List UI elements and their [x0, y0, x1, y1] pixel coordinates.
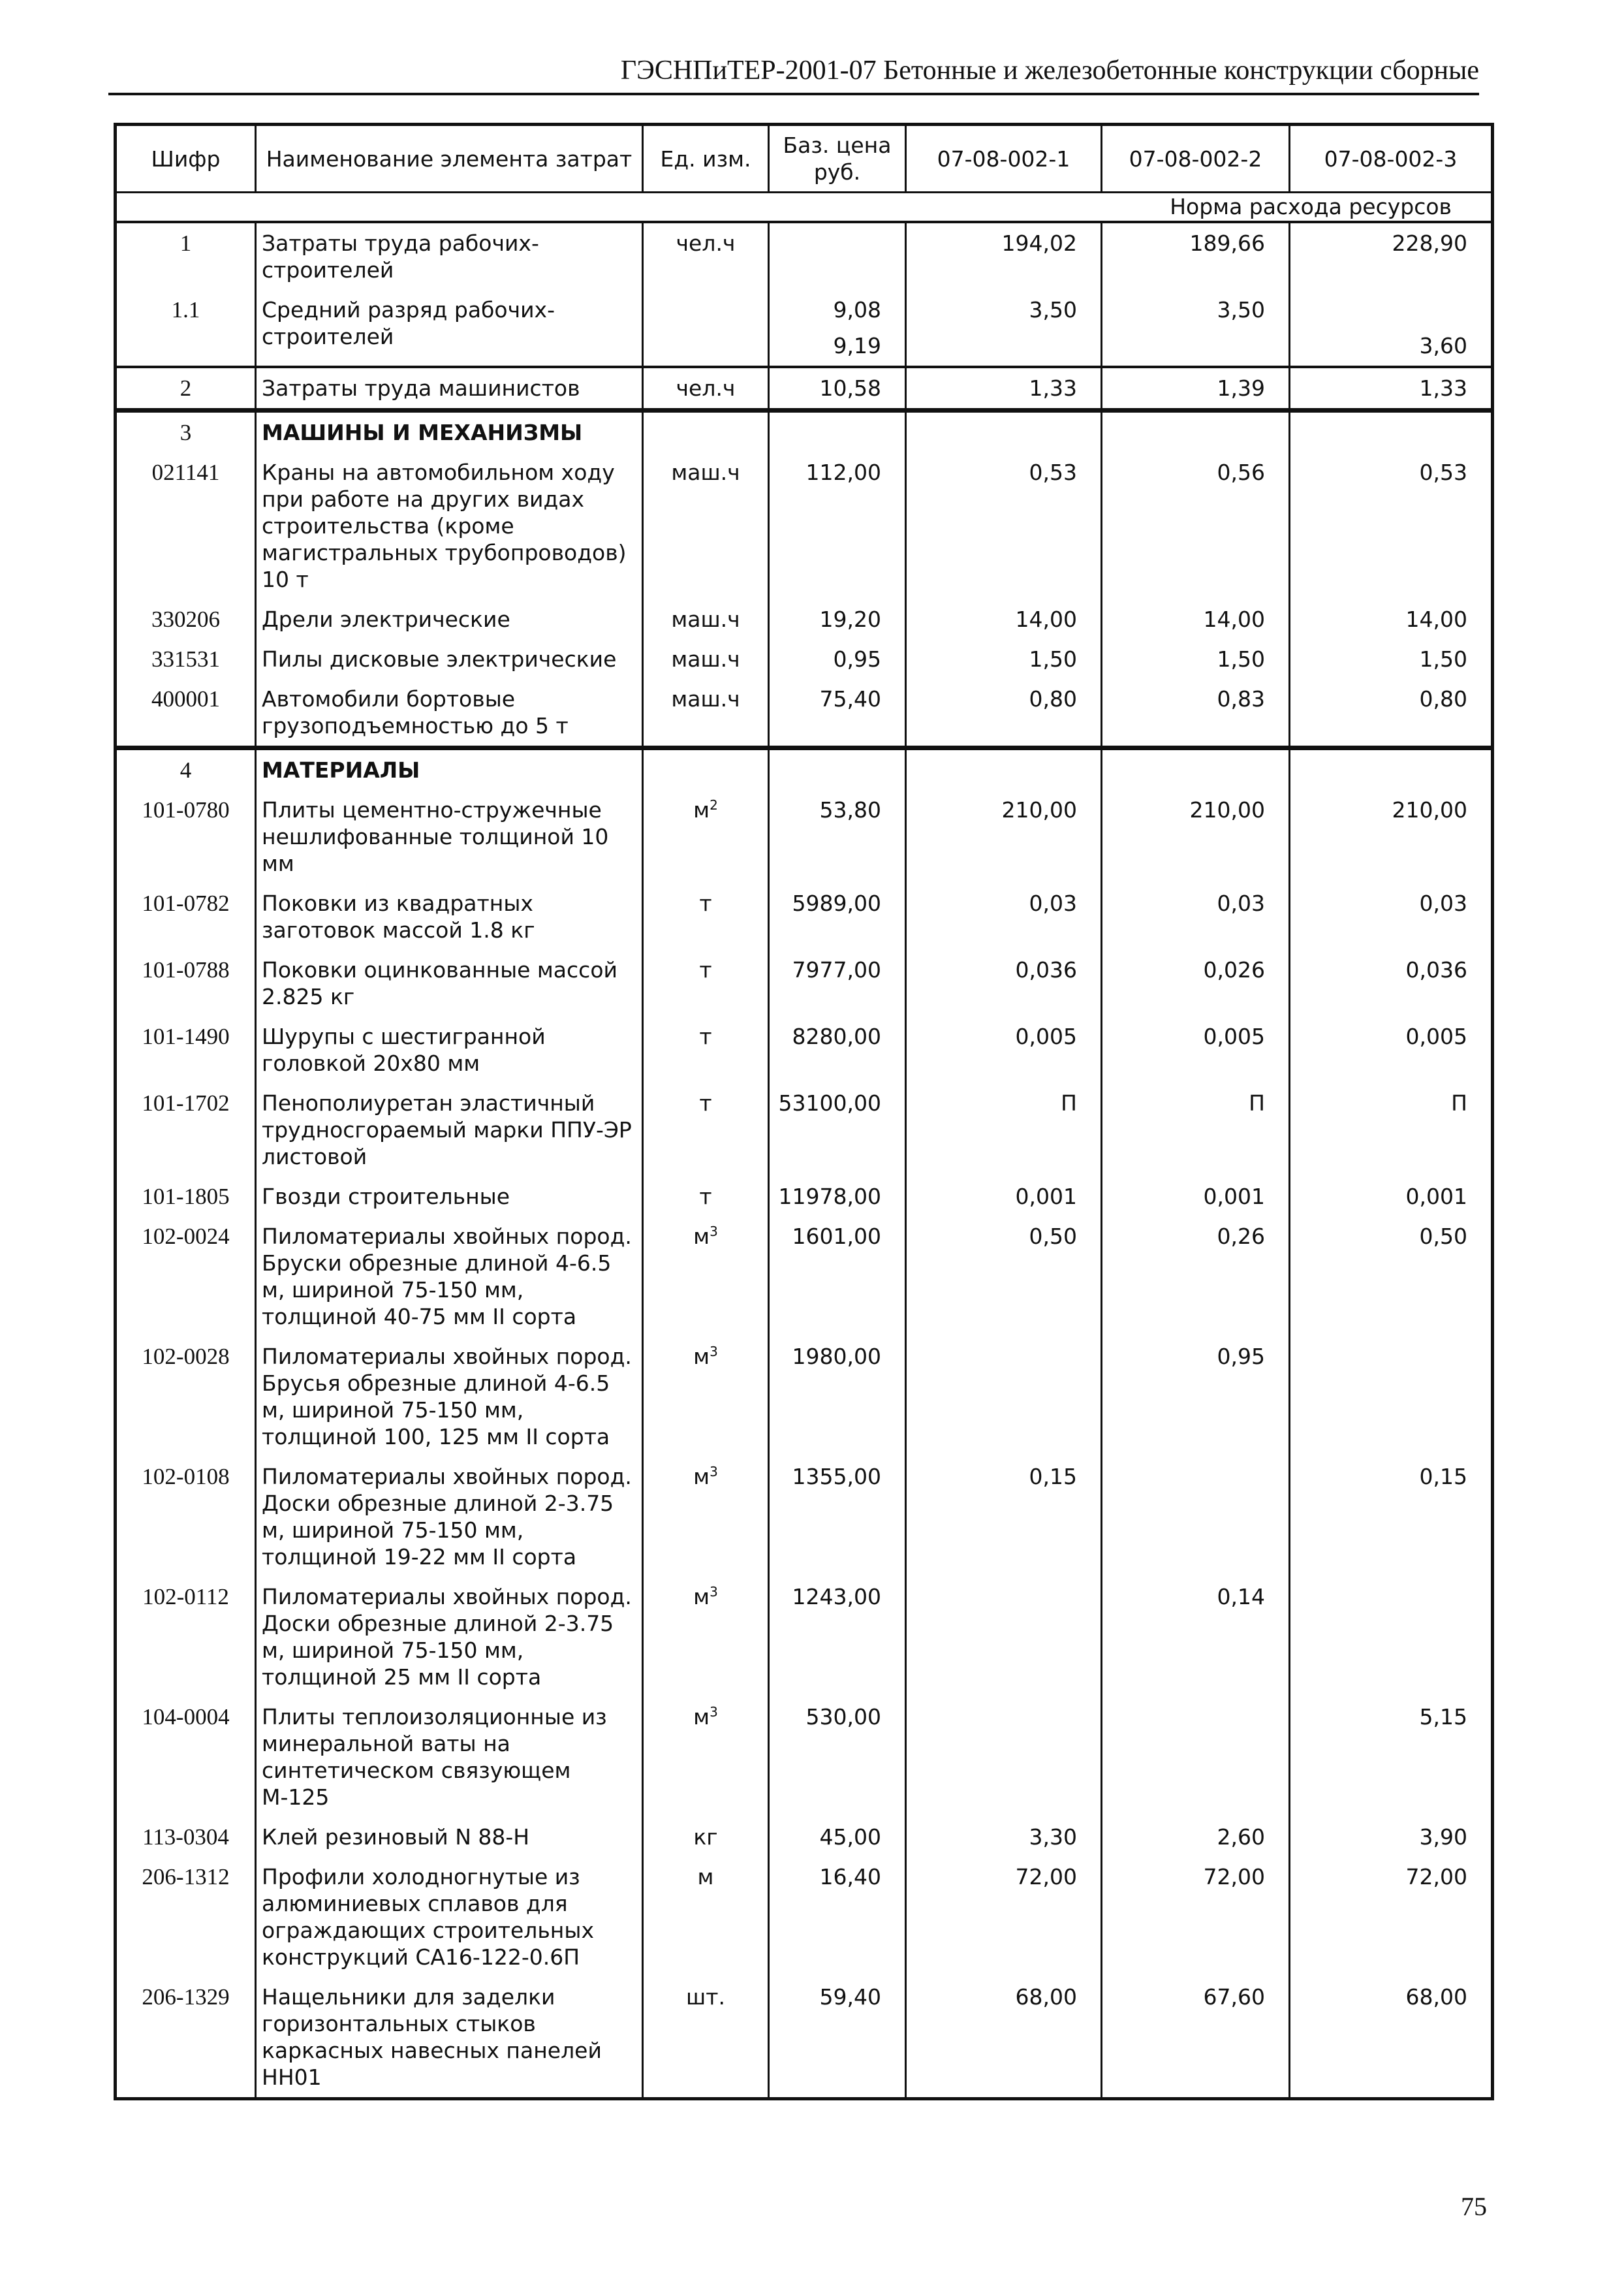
row-price: 0,95	[769, 639, 906, 679]
row-price	[769, 411, 906, 453]
row-name: Пиломатериалы хвойных пород. Брусья обрезные длиной 4-6.5 м, шириной 75-150 мм, толщиной 100, 125 мм II сорта	[256, 1336, 643, 1457]
row-code: 113-0304	[142, 1824, 229, 1850]
row-price: 19,20	[769, 599, 906, 639]
row-variant-3-value: 3,60	[1419, 333, 1467, 358]
row-unit-exponent: 2	[710, 797, 718, 813]
row-unit-exponent: 3	[710, 1584, 718, 1600]
row-variant-3	[1290, 411, 1493, 453]
row-variant-1	[906, 748, 1102, 791]
row-variant-3: 1,33	[1290, 367, 1493, 411]
row-unit-value: м	[693, 1704, 710, 1730]
row-price: 53,80	[769, 790, 906, 883]
table-row	[116, 1857, 1493, 1977]
row-variant-2	[1102, 1457, 1290, 1577]
table-row	[116, 883, 1493, 950]
row-unit: чел.ч	[643, 222, 769, 290]
row-variant-1: 0,15	[906, 1457, 1102, 1577]
row-price-value: 9,08	[833, 297, 881, 323]
row-variant-2: 2,60	[1102, 1817, 1290, 1857]
row-variant-1	[906, 1336, 1102, 1457]
row-price: 59,40	[769, 1977, 906, 2099]
row-name: Клей резиновый N 88-Н	[256, 1817, 643, 1857]
row-unit	[643, 1216, 769, 1336]
norm-label-row	[116, 193, 1493, 223]
column-header-name: Наименование элемента затрат	[256, 125, 643, 193]
row-price: 112,00	[769, 452, 906, 599]
table-row	[116, 1977, 1493, 2099]
row-variant-3: 3,90	[1419, 1824, 1467, 1850]
row-price: 1601,00	[769, 1216, 906, 1336]
row-unit	[643, 1577, 769, 1697]
table-row	[116, 950, 1493, 1017]
row-variant-1: 14,00	[906, 599, 1102, 639]
row-variant-2	[1102, 411, 1290, 453]
row-variant-2: 0,005	[1102, 1017, 1290, 1083]
row-variant-3: 0,53	[1419, 460, 1467, 485]
row-unit-exponent: 3	[710, 1464, 718, 1479]
table-row	[116, 1336, 1493, 1457]
row-name: Краны на автомобильном ходу при работе на других видах строительства (кроме магистральных трубопроводов) 10 т	[256, 452, 643, 599]
row-name: Пилы дисковые электрические	[256, 639, 643, 679]
row-code: 101-0788	[142, 957, 230, 983]
row-price: 5989,00	[769, 883, 906, 950]
row-variant-3	[1290, 290, 1493, 367]
row-price: 1243,00	[769, 1577, 906, 1697]
row-price: 530,00	[769, 1697, 906, 1817]
row-code: 1.1	[171, 297, 200, 323]
row-variant-3: 228,90	[1290, 222, 1493, 290]
row-variant-1: П	[906, 1083, 1102, 1177]
running-header: ГЭСНПиТЕР-2001-07 Бетонные и железобетонные конструкции сборные	[108, 55, 1479, 95]
table-row	[116, 1577, 1493, 1697]
row-name: Пиломатериалы хвойных пород. Доски обрезные длиной 2-3.75 м, шириной 75-150 мм, толщиной 25 мм II сорта	[256, 1577, 643, 1697]
row-name: Дрели электрические	[256, 599, 643, 639]
row-variant-2: 210,00	[1102, 790, 1290, 883]
row-unit	[643, 1457, 769, 1577]
row-variant-1: 68,00	[906, 1977, 1102, 2099]
row-name: Профили холодногнутые из алюминиевых сплавов для ограждающих строительных конструкций СА16-122-0.6П	[256, 1857, 643, 1977]
row-unit	[643, 411, 769, 453]
table-row	[116, 452, 1493, 599]
row-price: 10,58	[769, 367, 906, 411]
column-header-variant-3: 07-08-002-3	[1290, 125, 1493, 193]
row-unit: маш.ч	[643, 679, 769, 748]
row-variant-1	[906, 411, 1102, 453]
row-code: 021141	[151, 460, 220, 485]
row-unit-value: м	[693, 1584, 710, 1609]
row-price	[769, 290, 906, 367]
row-variant-2: 189,66	[1102, 222, 1290, 290]
row-variant-1: 0,005	[906, 1017, 1102, 1083]
row-variant-1: 194,02	[906, 222, 1102, 290]
row-code: 102-0112	[142, 1584, 229, 1609]
row-variant-1: 0,036	[906, 950, 1102, 1017]
table-row	[116, 411, 1493, 453]
row-code: 101-1805	[142, 1184, 230, 1209]
row-name: Пенополиуретан эластичный трудносгораемый марки ППУ-ЭР листовой	[256, 1083, 643, 1177]
row-variant-2: 3,50	[1102, 290, 1290, 367]
row-variant-3: 210,00	[1392, 797, 1467, 823]
page-number: 75	[1461, 2192, 1487, 2221]
row-code: 4	[116, 748, 256, 791]
row-variant-1: 0,80	[906, 679, 1102, 748]
row-price	[769, 222, 906, 290]
row-unit-value: м	[693, 797, 710, 823]
row-unit: т	[643, 1017, 769, 1083]
row-variant-3: 14,00	[1405, 607, 1467, 632]
row-variant-2	[1102, 748, 1290, 791]
row-variant-3: 72,00	[1405, 1864, 1467, 1890]
table-row	[116, 1697, 1493, 1817]
row-code: 400001	[151, 686, 220, 712]
resource-norms-table	[114, 123, 1494, 2100]
table-row	[116, 367, 1493, 411]
row-variant-2: 0,026	[1102, 950, 1290, 1017]
row-variant-3: 0,005	[1405, 1024, 1467, 1049]
row-variant-2: 0,001	[1102, 1177, 1290, 1216]
row-variant-2: П	[1102, 1083, 1290, 1177]
row-code: 330206	[151, 607, 220, 632]
row-variant-2: 0,14	[1102, 1577, 1290, 1697]
row-code: 2	[116, 367, 256, 411]
row-price: 53100,00	[769, 1083, 906, 1177]
row-unit-exponent: 3	[710, 1704, 718, 1720]
row-variant-1: 0,001	[906, 1177, 1102, 1216]
row-variant-1: 1,50	[906, 639, 1102, 679]
table-row	[116, 639, 1493, 679]
row-price: 7977,00	[769, 950, 906, 1017]
row-variant-3	[1290, 748, 1493, 791]
row-variant-2	[1102, 1697, 1290, 1817]
row-price-value-2: 9,19	[833, 333, 881, 358]
row-name: МАШИНЫ И МЕХАНИЗМЫ	[256, 411, 643, 453]
row-code: 101-0780	[142, 797, 230, 823]
row-unit-exponent: 3	[710, 1224, 718, 1239]
row-variant-3: 0,036	[1405, 957, 1467, 983]
row-unit-value: м	[693, 1344, 710, 1369]
row-name: Шурупы с шестигранной головкой 20х80 мм	[256, 1017, 643, 1083]
table-row	[116, 290, 1493, 367]
row-variant-3	[1290, 1336, 1493, 1457]
row-name: Затраты труда рабочих-строителей	[256, 222, 643, 290]
row-variant-1: 210,00	[906, 790, 1102, 883]
row-code: 3	[116, 411, 256, 453]
row-code: 206-1312	[142, 1864, 230, 1890]
row-name: Нащельники для заделки горизонтальных стыков каркасных навесных панелей НН01	[256, 1977, 643, 2099]
row-code: 101-1490	[142, 1024, 230, 1049]
row-code: 101-0782	[142, 891, 230, 916]
row-variant-1: 1,33	[906, 367, 1102, 411]
row-unit: маш.ч	[643, 639, 769, 679]
table-row	[116, 222, 1493, 290]
table-row	[116, 679, 1493, 748]
row-price: 1980,00	[769, 1336, 906, 1457]
column-header-price: Баз. цена руб.	[769, 125, 906, 193]
row-name: Пиломатериалы хвойных пород. Бруски обрезные длиной 4-6.5 м, шириной 75-150 мм, толщиной 40-75 мм II сорта	[256, 1216, 643, 1336]
row-unit	[643, 290, 769, 367]
row-variant-2: 1,50	[1102, 639, 1290, 679]
table-row	[116, 599, 1493, 639]
row-variant-2: 0,83	[1102, 679, 1290, 748]
row-variant-2: 72,00	[1102, 1857, 1290, 1977]
row-variant-2: 0,56	[1102, 452, 1290, 599]
row-name: Автомобили бортовые грузоподъемностью до 5 т	[256, 679, 643, 748]
row-unit-exponent: 3	[710, 1344, 718, 1359]
row-name: Поковки оцинкованные массой 2.825 кг	[256, 950, 643, 1017]
table-row	[116, 1177, 1493, 1216]
column-header-unit: Ед. изм.	[643, 125, 769, 193]
row-price: 1355,00	[769, 1457, 906, 1577]
row-variant-3: 1,50	[1419, 646, 1467, 672]
row-variant-2: 0,95	[1102, 1336, 1290, 1457]
row-code: 104-0004	[142, 1704, 230, 1730]
row-name: Пиломатериалы хвойных пород. Доски обрезные длиной 2-3.75 м, шириной 75-150 мм, толщиной 19-22 мм II сорта	[256, 1457, 643, 1577]
row-variant-1: 72,00	[906, 1857, 1102, 1977]
table-header-row	[116, 125, 1493, 193]
table-row	[116, 1017, 1493, 1083]
row-unit	[643, 748, 769, 791]
row-price: 8280,00	[769, 1017, 906, 1083]
row-variant-1	[906, 1577, 1102, 1697]
row-variant-3: 5,15	[1419, 1704, 1467, 1730]
row-name: Гвозди строительные	[256, 1177, 643, 1216]
column-header-variant-2: 07-08-002-2	[1102, 125, 1290, 193]
row-unit: т	[643, 1177, 769, 1216]
row-price: 75,40	[769, 679, 906, 748]
row-variant-3: 0,50	[1419, 1224, 1467, 1249]
row-unit: т	[643, 883, 769, 950]
table-row	[116, 790, 1493, 883]
row-name: Плиты цементно-стружечные нешлифованные толщиной 10 мм	[256, 790, 643, 883]
row-price: 11978,00	[769, 1177, 906, 1216]
row-unit: м	[643, 1857, 769, 1977]
column-header-code: Шифр	[116, 125, 256, 193]
row-variant-1: 0,50	[906, 1216, 1102, 1336]
row-price: 16,40	[769, 1857, 906, 1977]
row-unit: чел.ч	[643, 367, 769, 411]
row-unit	[643, 1336, 769, 1457]
row-variant-3: 68,00	[1405, 1984, 1467, 2010]
row-unit: т	[643, 950, 769, 1017]
row-variant-1: 0,53	[906, 452, 1102, 599]
row-variant-3: 0,80	[1419, 686, 1467, 712]
row-variant-1: 3,50	[906, 290, 1102, 367]
row-variant-3: 0,03	[1419, 891, 1467, 916]
table-row	[116, 1216, 1493, 1336]
row-name: Плиты теплоизоляционные из минеральной ваты на синтетическом связующем М-125	[256, 1697, 643, 1817]
row-name: Средний разряд рабочих-строителей	[256, 290, 643, 367]
row-name: Поковки из квадратных заготовок массой 1.8 кг	[256, 883, 643, 950]
row-code: 101-1702	[142, 1090, 230, 1116]
row-variant-2: 0,26	[1102, 1216, 1290, 1336]
row-name: Затраты труда машинистов	[256, 367, 643, 411]
row-name: МАТЕРИАЛЫ	[256, 748, 643, 791]
table-row	[116, 1817, 1493, 1857]
row-code: 206-1329	[142, 1984, 230, 2010]
row-variant-2: 1,39	[1102, 367, 1290, 411]
row-variant-1	[906, 1697, 1102, 1817]
row-unit-value: м	[693, 1224, 710, 1249]
row-variant-1: 3,30	[906, 1817, 1102, 1857]
row-unit	[643, 1697, 769, 1817]
row-price	[769, 748, 906, 791]
row-code: 102-0028	[142, 1344, 230, 1369]
column-header-variant-1: 07-08-002-1	[906, 125, 1102, 193]
row-variant-3	[1290, 1577, 1493, 1697]
row-code: 1	[116, 222, 256, 290]
row-variant-2: 0,03	[1102, 883, 1290, 950]
row-variant-1: 0,03	[906, 883, 1102, 950]
row-code: 102-0024	[142, 1224, 230, 1249]
row-code: 102-0108	[142, 1464, 230, 1489]
row-unit: кг	[643, 1817, 769, 1857]
table-row	[116, 1457, 1493, 1577]
row-unit	[643, 790, 769, 883]
row-unit-value: м	[693, 1464, 710, 1489]
row-variant-3: 0,15	[1419, 1464, 1467, 1489]
row-variant-2: 14,00	[1102, 599, 1290, 639]
row-variant-3: 0,001	[1405, 1184, 1467, 1209]
row-variant-2: 67,60	[1102, 1977, 1290, 2099]
row-price: 45,00	[769, 1817, 906, 1857]
row-unit: шт.	[643, 1977, 769, 2099]
table-row	[116, 748, 1493, 791]
row-unit: маш.ч	[643, 452, 769, 599]
row-variant-3: П	[1451, 1090, 1467, 1116]
table-row	[116, 1083, 1493, 1177]
row-unit: маш.ч	[643, 599, 769, 639]
row-unit: т	[643, 1083, 769, 1177]
norm-label: Норма расхода ресурсов	[116, 193, 1493, 223]
row-code: 331531	[151, 646, 220, 672]
